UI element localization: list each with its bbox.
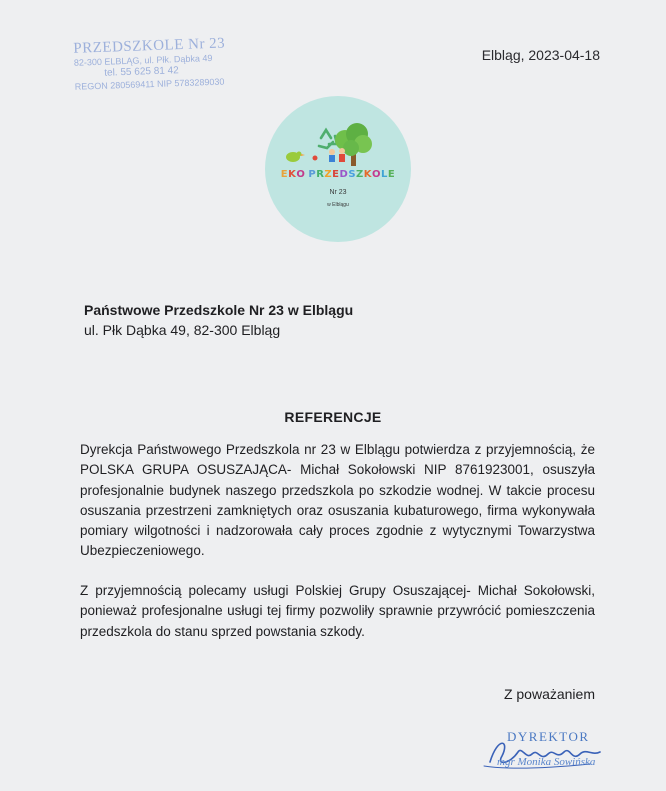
logo-brand-letter: E: [332, 169, 340, 180]
bird-icon: [286, 152, 305, 163]
logo-brand-letter: O: [296, 169, 306, 180]
logo-brand-letter: Z: [356, 169, 364, 180]
logo-brand-letter: Z: [324, 169, 333, 180]
body-paragraph-2: Z przyjemnością polecamy usługi Polskiej Grupy Osuszającej- Michał Sokołowski, ponieważ profesjonalne usługi tej firmy pozwoliły sprawnie przywrócić pomieszczenia przedszkola do stanu sprzed powstania szkody.: [80, 583, 595, 639]
logo-location: w Elblągu: [327, 202, 349, 208]
stamp-line-2: 82-300 ELBLĄG, ul. Płk. Dąbka 49: [73, 52, 213, 68]
body-paragraph-1: Dyrekcja Państwowego Przedszkola nr 23 w Elblągu potwierdza z przyjemnością, że POLSKA GRUPA OSUSZAJĄCA- Michał Sokołowski NIP 8761923001, osuszyła profesjonalnie budynek naszego przedszkola po szkodzie wodnej. W takcie procesu osuszania przestrzeni zamkniętych oraz osuszania kubaturowego, firma wykonywała pomiary wilgotności i nadzorowała cały proces zgodnie z wytycznymi Towarzystwa Ubezpieczeniowego.: [80, 442, 595, 559]
eko-przedszkole-logo: [265, 96, 411, 242]
stamp-line-3: tel. 55 625 81 42: [104, 65, 179, 79]
logo-brand-letter: P: [308, 169, 317, 180]
institution-address: ul. Płk Dąbka 49, 82-300 Elbląg: [84, 322, 281, 338]
signature-name-stamp: mgr Monika Sowińska: [497, 756, 596, 768]
recycle-icon: [319, 130, 337, 148]
children-icon: [313, 148, 346, 162]
document-heading: REFERENCJE: [284, 409, 382, 425]
stamp-line-4: REGON 280569411 NIP 5783289030: [74, 76, 225, 92]
logo-brand-letter: L: [381, 169, 388, 180]
logo-brand-letter: D: [339, 169, 349, 180]
logo-brand-letter: R: [316, 169, 325, 180]
logo-brand-letter: K: [288, 169, 297, 180]
document-date: Elbląg, 2023-04-18: [481, 47, 600, 63]
logo-brand-letters: [281, 169, 396, 180]
signature-title-stamp: DYREKTOR: [507, 729, 590, 744]
logo-brand-letter: E: [280, 169, 289, 180]
logo-brand-text: [265, 169, 411, 180]
logo-number: Nr 23: [329, 189, 347, 196]
logo-brand-letter: E: [387, 169, 396, 180]
logo-brand-letter: S: [348, 169, 357, 180]
stamp-line-1: PRZEDSZKOLE Nr 23: [73, 35, 226, 57]
logo-brand-letter: O: [372, 169, 382, 180]
institution-stamp: [73, 35, 235, 93]
logo-brand-letter: K: [363, 169, 373, 180]
institution-name: Państwowe Przedszkole Nr 23 w Elblągu: [84, 302, 354, 318]
closing-text: Z poważaniem: [503, 686, 595, 702]
